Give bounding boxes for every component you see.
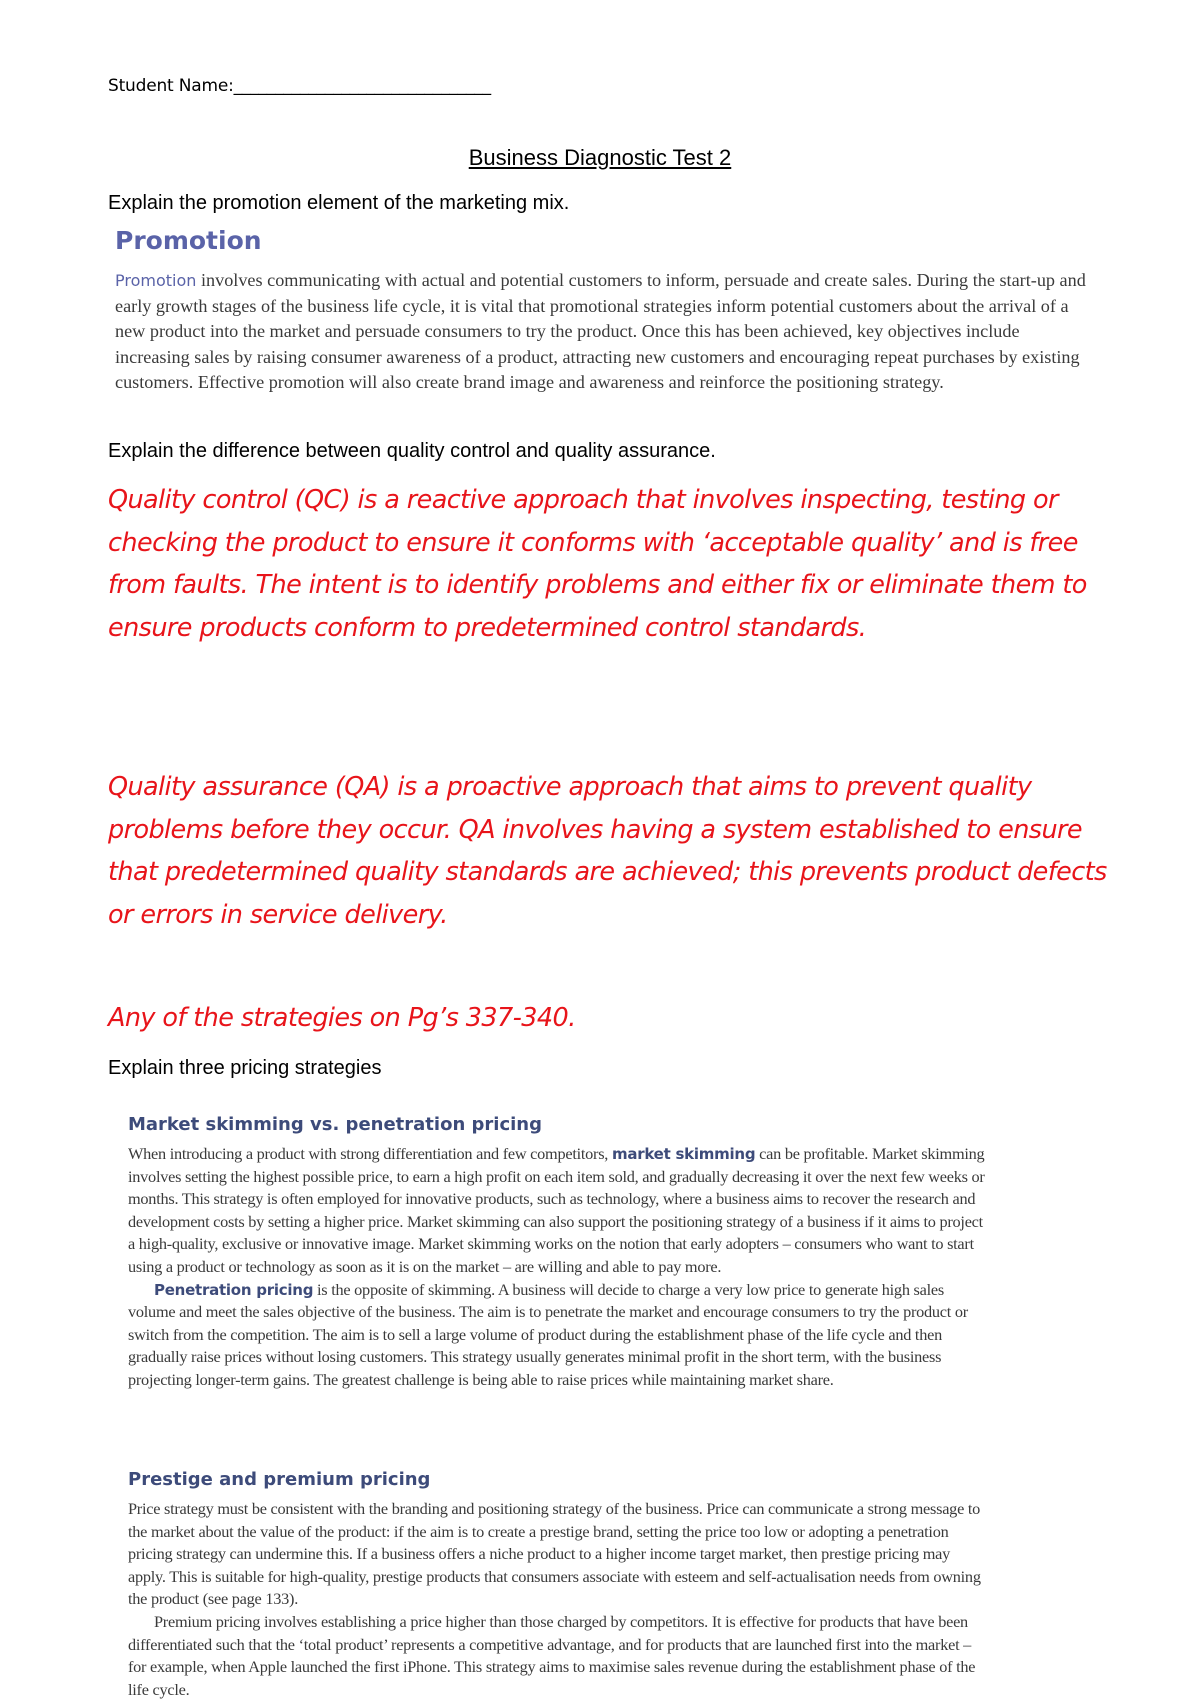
promotion-excerpt xyxy=(115,268,1090,396)
skimming-text-start: When introducing a product with strong differentiation and few competitors, xyxy=(128,1144,612,1163)
question-quality: Explain the difference between quality control and quality assurance. xyxy=(108,440,716,462)
answer-quality-assurance: Quality assurance (QA) is a proactive approach that aims to prevent quality problems before they occur. QA involves having a system established to ensure that predetermined quality standards are achieved; this prevents product defects or errors in service delivery. xyxy=(108,772,1107,930)
penetration-text: is the opposite of skimming. A business will decide to charge a very low price to generate high sales volume and meet the sales objective of the business. The aim is to penetrate the market and encourage consumers to try the product or switch from the competition. The aim is to sell a large volume of product during the establishment phase of the life cycle and then gradually raise prices without losing customers. This strategy usually generates minimal profit in the short term, with the business projecting longer-term gains. The greatest challenge is being able to raise prices while maintaining market share. xyxy=(128,1279,968,1389)
penetration-term: Penetration pricing xyxy=(154,1280,314,1299)
question-pricing: Explain three pricing strategies xyxy=(108,1057,382,1079)
prestige-excerpt xyxy=(128,1498,988,1701)
document-title: Business Diagnostic Test 2 xyxy=(468,145,732,170)
prestige-paragraph: Price strategy must be consistent with the branding and positioning strategy of the business. Price can communicate a strong message to the market about the value of the product: if the aim is to create a prestige brand, setting the price too low or adopting a penetration pricing strategy can undermine this. If a business offers a niche product to a higher income target market, then prestige pricing may apply. This is suitable for high-quality, prestige products that consumers associate with esteem and self-actualisation needs from owning the product (see page 133). xyxy=(128,1499,981,1609)
skimming-excerpt xyxy=(128,1143,988,1392)
question-promotion: Explain the promotion element of the marketing mix. xyxy=(108,192,570,214)
penetration-paragraph xyxy=(128,1279,988,1392)
promotion-heading: Promotion xyxy=(115,226,262,255)
answer-quality-control: Quality control (QC) is a reactive approach that involves inspecting, testing or checking the product to ensure it conforms with ‘acceptable quality’ and is free from faults. The intent is to identify problems and either fix or eliminate them to ensure products conform to predetermined control standards. xyxy=(108,485,1087,643)
promotion-term: Promotion xyxy=(115,271,197,290)
skimming-paragraph xyxy=(128,1143,988,1279)
prestige-heading: Prestige and premium pricing xyxy=(128,1469,431,1490)
answer-strategies-reference: Any of the strategies on Pg’s 337-340. xyxy=(108,1003,576,1033)
skimming-text-end: can be profitable. Market skimming involves setting the highest possible price, to earn a high profit on each item sold, and gradually decreasing it over the next few weeks or months. This strategy is often employed for innovative products, such as technology, where a business aims to recover the research and development costs by setting a higher price. Market skimming can also support the positioning strategy of a business if it aims to project a high-quality, exclusive or innovative image. Market skimming works on the notion that early adopters – consumers who want to start using a product or technology as soon as it is on the market – are willing and able to pay more. xyxy=(128,1144,985,1276)
premium-paragraph: Premium pricing involves establishing a price higher than those charged by competitors. It is effective for products that have been differentiated such that the ‘total product’ represents a competitive advantage, and for products that are launched first into the market – for example, when Apple launched the first iPhone. This strategy aims to maximise sales revenue during the establishment phase of the life cycle. xyxy=(128,1611,976,1699)
student-name-label: Student Name:_______________________________ xyxy=(108,76,491,96)
skimming-term: market skimming xyxy=(611,1145,756,1163)
promotion-excerpt-text: involves communicating with actual and potential customers to inform, persuade and create sales. During the start-up and early growth stages of the business life cycle, it is vital that promotional strategies inform potential customers about the arrival of a new product into the market and persuade consumers to try the product. Once this has been achieved, key objectives include increasing sales by raising consumer awareness of a product, attracting new customers and encouraging repeat purchases by existing customers. Effective promotion will also create brand image and awareness and reinforce the positioning strategy. xyxy=(115,270,1086,393)
skimming-heading: Market skimming vs. penetration pricing xyxy=(128,1114,542,1135)
